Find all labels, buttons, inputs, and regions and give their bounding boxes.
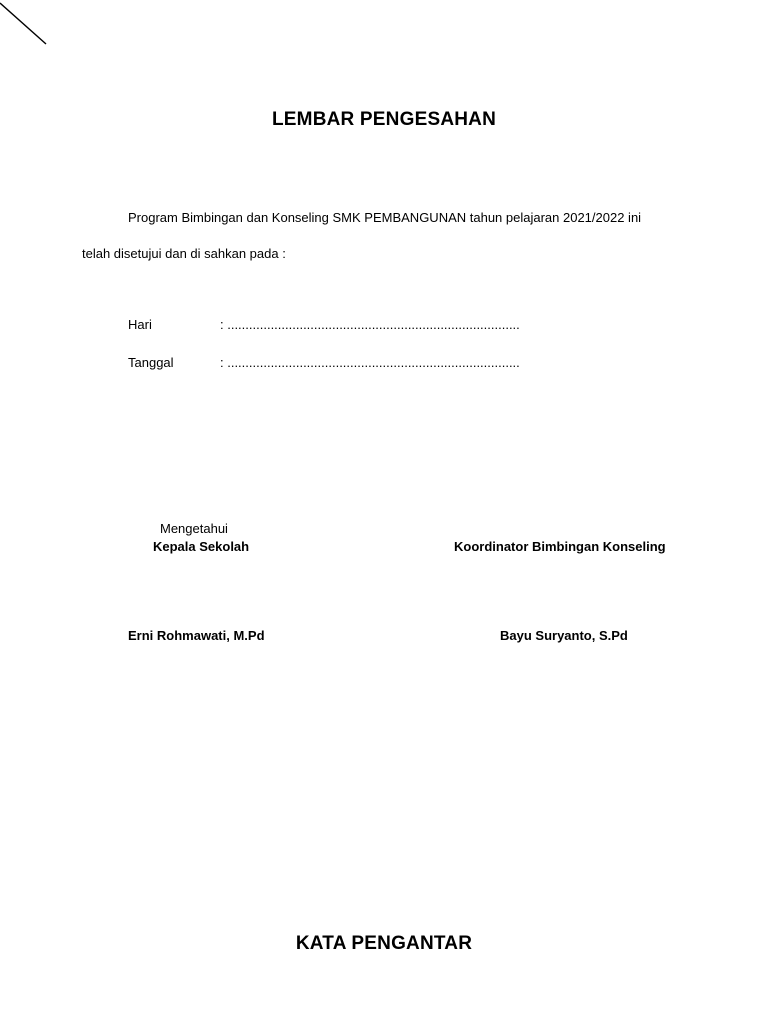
field-tanggal-blank: : ................................................................................. bbox=[220, 355, 520, 370]
corner-diagonal-line bbox=[0, 0, 50, 46]
signature-right-name: Bayu Suryanto, S.Pd bbox=[500, 628, 628, 643]
signature-left-name: Erni Rohmawati, M.Pd bbox=[128, 628, 265, 643]
field-hari-blank: : ................................................................................. bbox=[220, 317, 520, 332]
page-title: LEMBAR PENGESAHAN bbox=[271, 109, 497, 130]
field-tanggal-label: Tanggal bbox=[128, 355, 174, 370]
signature-right-role: Koordinator Bimbingan Konseling bbox=[454, 539, 666, 554]
signature-left-role: Kepala Sekolah bbox=[153, 539, 250, 554]
approval-paragraph-line-2: telah disetujui dan di sahkan pada : bbox=[82, 246, 286, 261]
field-hari bbox=[128, 317, 520, 332]
next-section-title: KATA PENGANTAR bbox=[295, 933, 473, 954]
field-hari-label: Hari bbox=[128, 317, 152, 332]
field-tanggal bbox=[128, 355, 520, 370]
approval-paragraph-line-1: Program Bimbingan dan Konseling SMK PEMBANGUNAN tahun pelajaran 2021/2022 ini bbox=[128, 210, 642, 225]
signature-left-prefix: Mengetahui bbox=[160, 521, 228, 536]
